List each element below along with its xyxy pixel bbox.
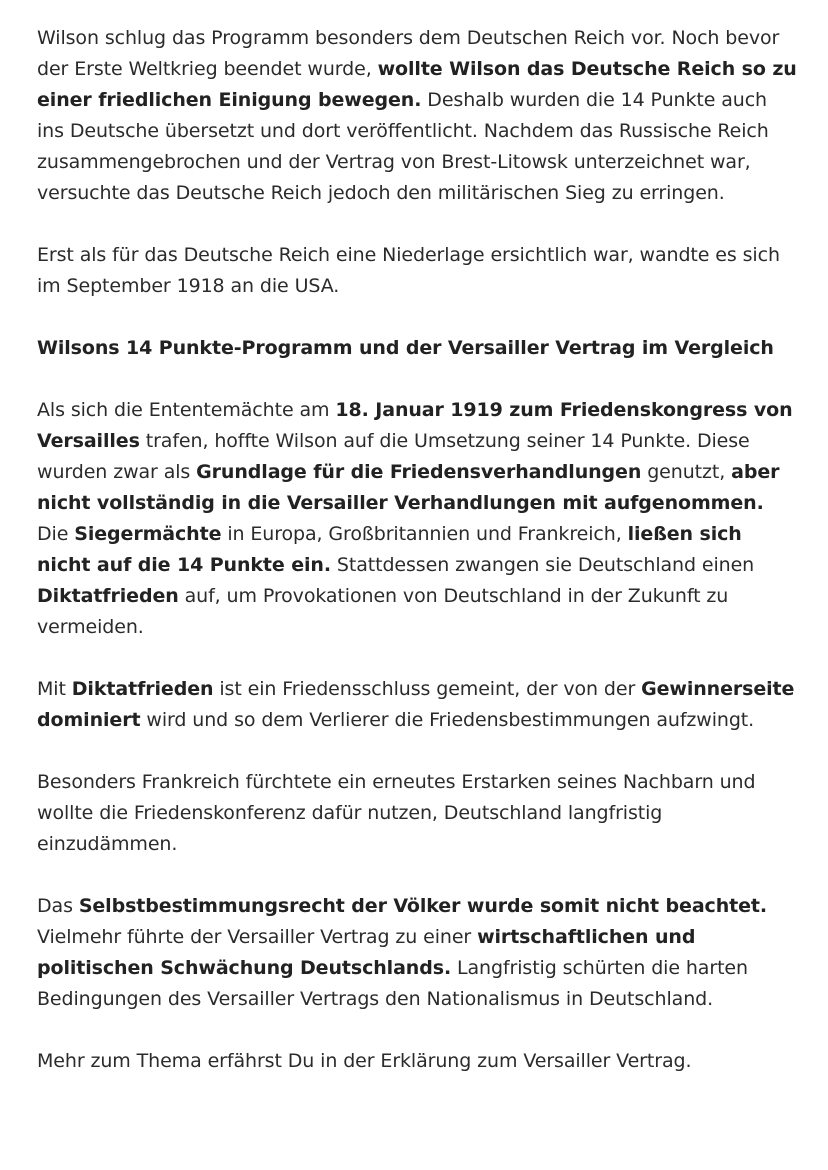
text-segment: Die [37, 523, 75, 545]
bold-text-segment: ließen sich nicht auf die 14 Punkte ein. [37, 523, 742, 576]
text-segment: trafen, hoffte Wilson auf die Umsetzung seiner 14 Punkte. Diese wurden zwar als [37, 430, 750, 483]
text-segment: in Europa, Großbritannien und Frankreich, [221, 523, 628, 545]
bold-text-segment: Siegermächte [74, 523, 222, 545]
text-segment: ist ein Friedensschluss gemeint, der von der [213, 678, 642, 700]
text-segment: Mehr zum Thema erfährst Du in der Erklärung zum Versailler Vertrag. [37, 1050, 692, 1072]
paragraph-diktatfrieden-definition [37, 674, 797, 736]
bold-text-segment: Wilsons 14 Punkte-Programm und der Versailler Vertrag im Vergleich [37, 337, 774, 359]
text-segment: Stattdessen zwangen sie Deutschland einen [330, 554, 755, 576]
text-segment: Langfristig schürten die harten Bedingungen des Versailler Vertrags den Nationalismus in Deutschland. [37, 957, 748, 1010]
paragraph-september-1918 [37, 240, 797, 302]
text-segment: Das [37, 895, 79, 917]
paragraph-wilson-proposal [37, 23, 797, 209]
bold-text-segment: aber nicht vollständig in die Versailler Verhandlungen mit aufgenommen. [37, 461, 780, 514]
text-segment: Wilson schlug das Programm besonders dem Deutschen Reich vor. Noch bevor der Erste Weltkrieg beendet wurde, [37, 27, 780, 80]
paragraph-france [37, 767, 797, 860]
paragraph-more-info [37, 1046, 797, 1077]
text-segment: wird und so dem Verlierer die Friedensbestimmungen aufzwingt. [140, 709, 755, 731]
bold-text-segment: 18. Januar 1919 zum Friedenskongress von Versailles [37, 399, 793, 452]
section-heading [37, 333, 797, 364]
bold-text-segment: wollte Wilson das Deutsche Reich so zu einer friedlichen Einigung bewegen. [37, 58, 797, 111]
text-segment: Mit [37, 678, 72, 700]
bold-text-segment: Diktatfrieden [37, 585, 179, 607]
bold-text-segment: Grundlage für die Friedensverhandlungen [196, 461, 642, 483]
bold-text-segment: Diktatfrieden [71, 678, 214, 700]
text-segment: Als sich die Ententemächte am [37, 399, 336, 421]
paragraph-self-determination [37, 891, 797, 1015]
text-segment: genutzt, [641, 461, 732, 483]
text-segment: Deshalb wurden die 14 Punkte auch ins Deutsche übersetzt und dort veröffentlicht. Nachdem das Russische Reich zusammengebrochen und der Vertrag von Brest-Litowsk unterzeichnet war, versuchte das Deutsche Reich jedoch den militärischen Sieg zu erringen. [37, 89, 769, 204]
text-segment: Erst als für das Deutsche Reich eine Niederlage ersichtlich war, wandte es sich im September 1918 an die USA. [37, 244, 780, 297]
text-segment: Besonders Frankreich fürchtete ein erneutes Erstarken seines Nachbarn und wollte die Friedenskonferenz dafür nutzen, Deutschland langfristig einzudämmen. [37, 771, 756, 855]
text-segment: auf, um Provokationen von Deutschland in der Zukunft zu vermeiden. [37, 585, 729, 638]
bold-text-segment: Gewinnerseite dominiert [37, 678, 795, 731]
bold-text-segment: Selbstbestimmungsrecht der Völker wurde somit nicht beachtet. [78, 895, 767, 917]
bold-text-segment: wirtschaftlichen und politischen Schwächung Deutschlands. [37, 926, 696, 979]
paragraph-versailles-congress [37, 395, 797, 643]
text-segment: Vielmehr führte der Versailler Vertrag zu einer [37, 926, 478, 948]
document-body [37, 23, 797, 1077]
